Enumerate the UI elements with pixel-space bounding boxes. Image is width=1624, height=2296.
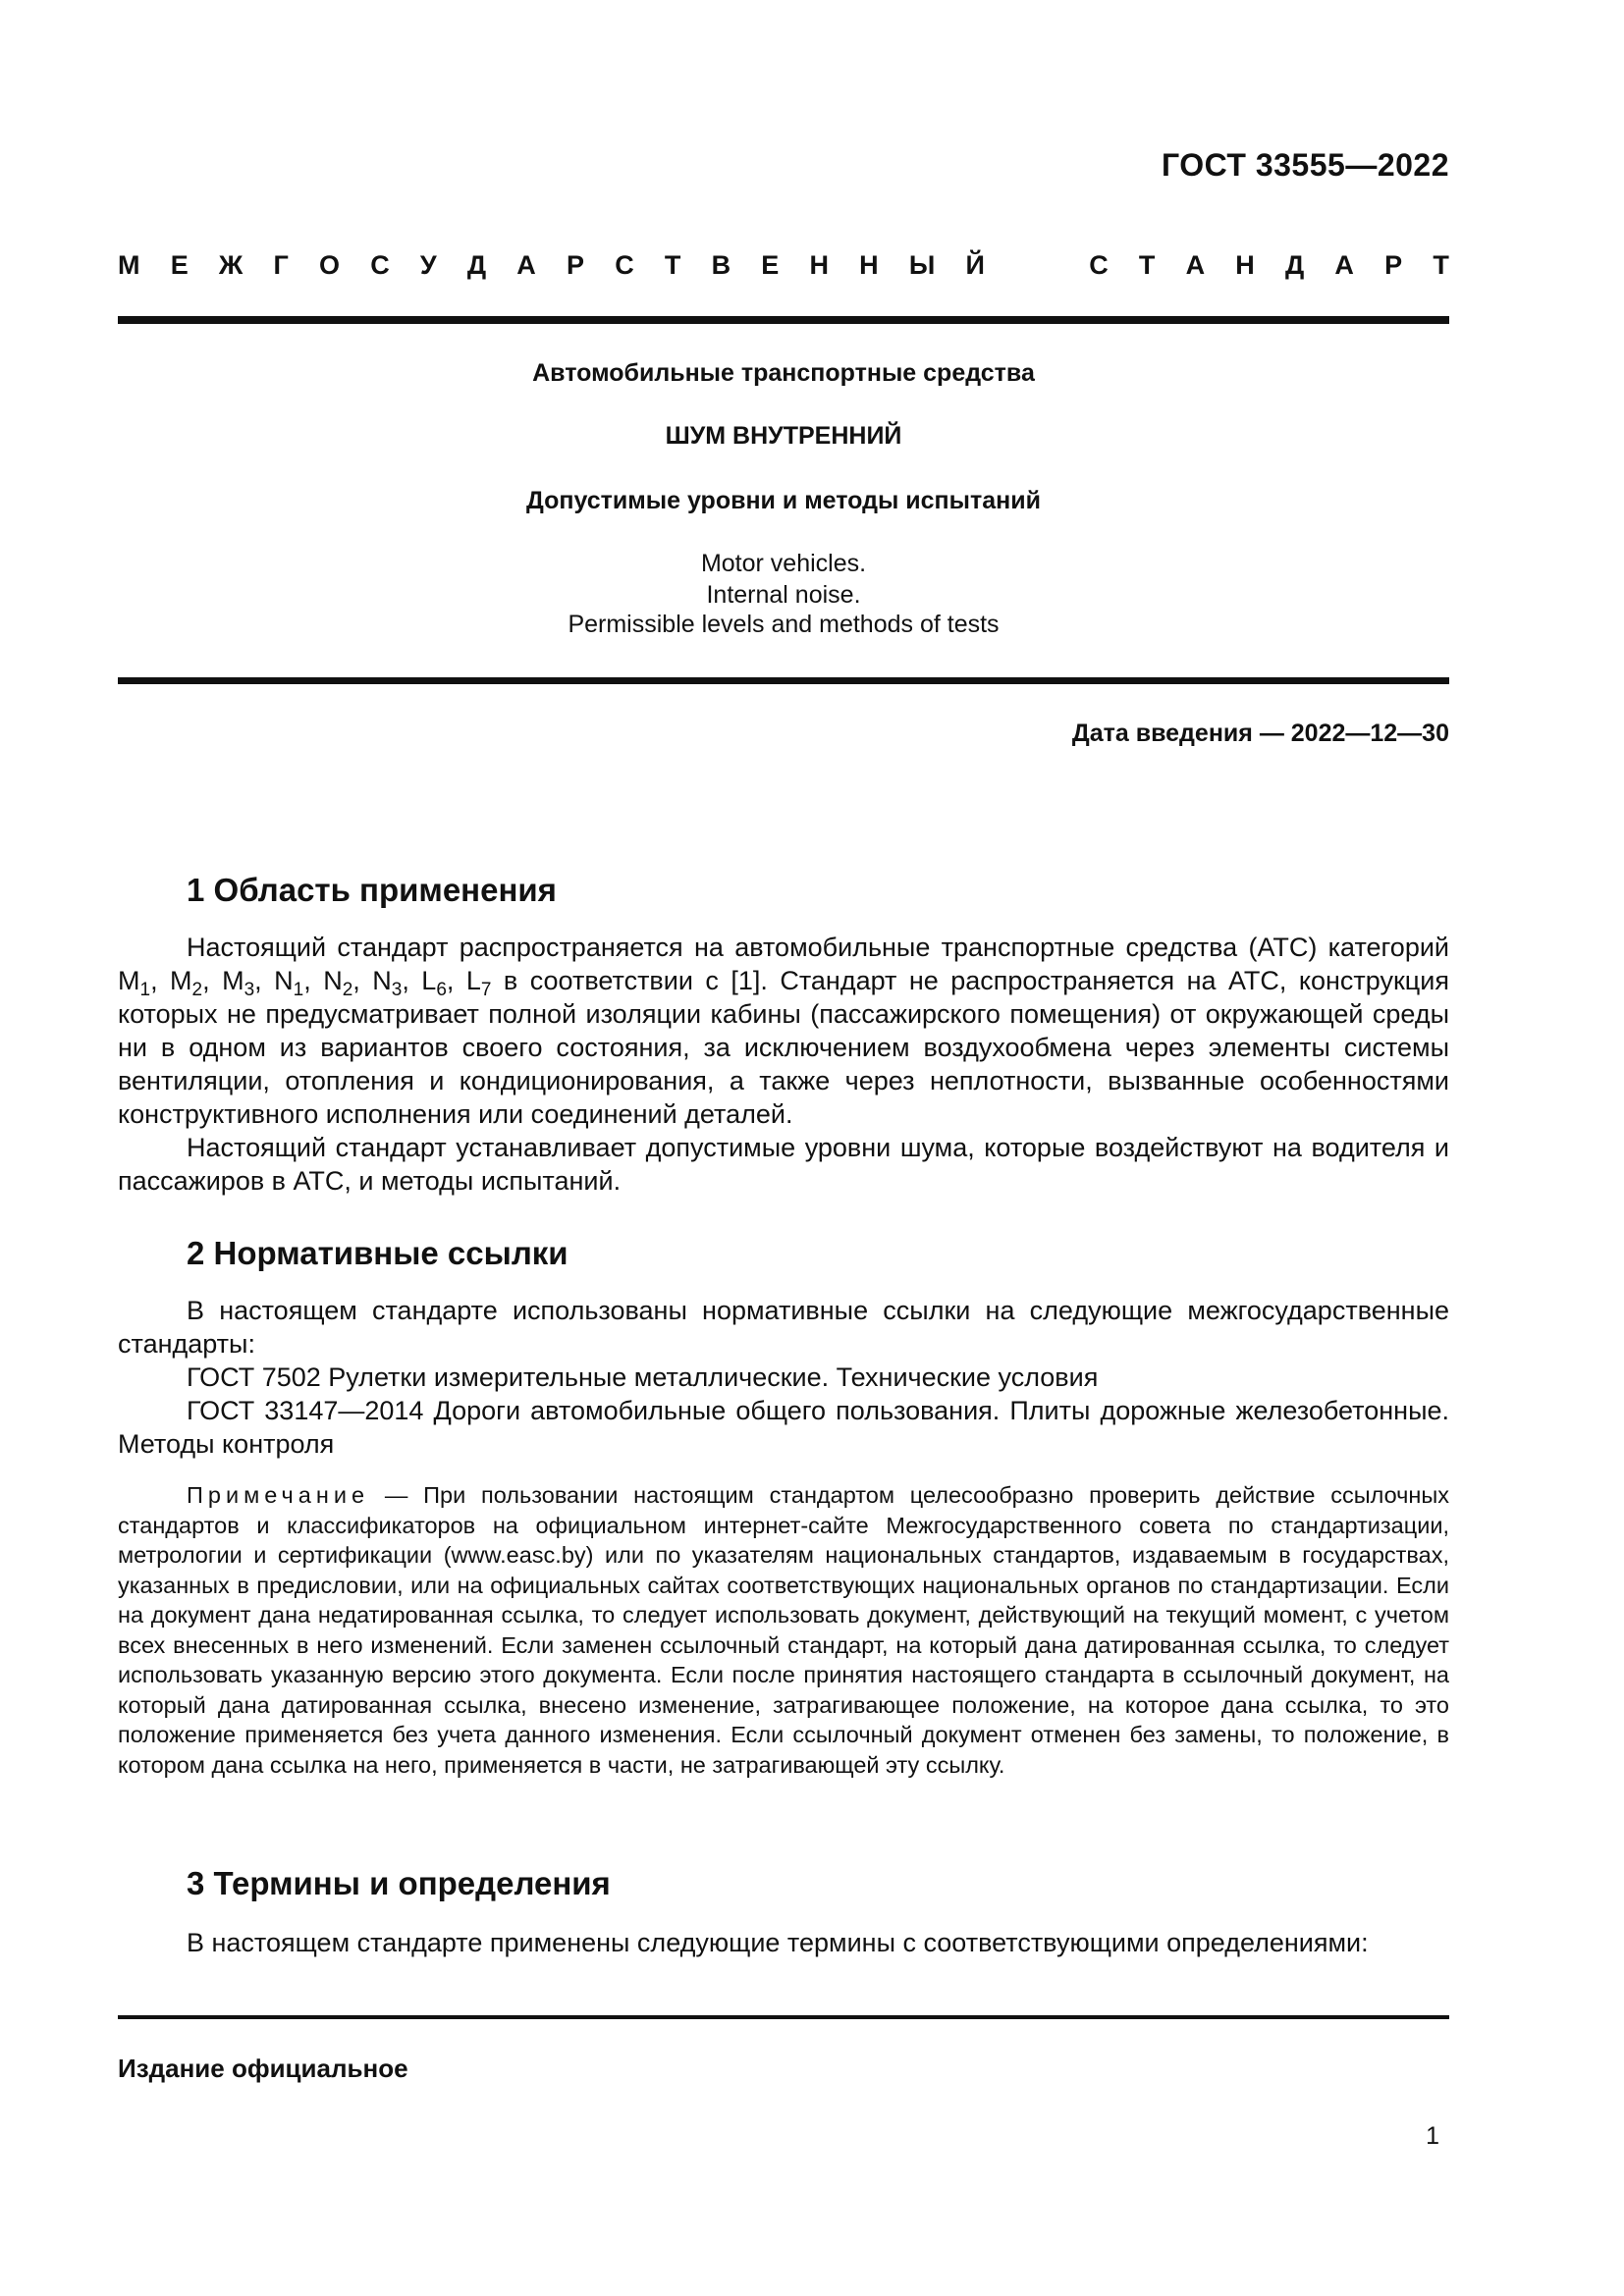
banner-letter: С xyxy=(615,250,634,280)
section-2-body xyxy=(118,1294,1449,1461)
section-3-heading: 3 Термины и определения xyxy=(187,1865,611,1901)
section-3-body xyxy=(118,1926,1449,1959)
english-title-3: Permissible levels and methods of tests xyxy=(568,611,1000,638)
banner-letter: Г xyxy=(273,250,289,280)
official-edition-label: Издание официальное xyxy=(118,2054,408,2083)
introduction-date: Дата введения — 2022—12—30 xyxy=(1071,720,1449,747)
section-2-note xyxy=(118,1480,1449,1780)
banner-letter: В xyxy=(711,250,731,280)
standard-code: ГОСТ 33555—2022 xyxy=(1161,147,1449,183)
banner-letter: Й xyxy=(965,250,985,280)
title-line-2: ШУМ ВНУТРЕННИЙ xyxy=(665,422,902,450)
english-title-1: Motor vehicles. xyxy=(700,550,867,577)
reference-gost-7502: ГОСТ 7502 Рулетки измерительные металлические. Технические условия xyxy=(187,1362,1099,1392)
banner-letter: М xyxy=(118,250,140,280)
interstate-standard-banner xyxy=(118,250,1449,281)
title-rule xyxy=(118,677,1449,684)
banner-letter: Ы xyxy=(908,250,936,280)
note-text: — При пользовании настоящим стандартом целесообразно проверить действие ссылочных стандартов и классификаторов на официальном интернет-сайте Межгосударственного совета по стандартизации, метрологии и сертификации (www.easc.by) или по указателям национальных стандартов, издаваемым в государствах, указанных в предисловии, или на официальных сайтах соответствующих национальных органов по стандартизации. Если на документ дана недатированная ссылка, то следует использовать документ, действующий на текущий момент, с учетом всех внесенных в него изменений. Если заменен ссылочный стандарт, на который дана датированная ссылка, то следует использовать указанную версию этого документа. Если после принятия настоящего стандарта в ссылочный документ, на который дана датированная ссылка, внесено изменение, затрагивающее положение, на которое дана ссылка, то это положение применяется без учета данного изменения. Если ссылочный документ отменен без замены, то положение, в котором дана ссылка на него, применяется в части, не затрагивающей эту ссылку. xyxy=(118,1482,1449,1778)
banner-letter: У xyxy=(419,250,437,280)
page-number: 1 xyxy=(1426,2122,1439,2150)
section-1-heading: 1 Область применения xyxy=(187,872,557,908)
reference-gost-33147: ГОСТ 33147—2014 Дороги автомобильные общего пользования. Плиты дорожные железобетонные. Методы контроля xyxy=(118,1396,1449,1459)
title-line-3: Допустимые уровни и методы испытаний xyxy=(526,487,1041,514)
banner-letter: Н xyxy=(809,250,829,280)
english-title-2: Internal noise. xyxy=(706,581,861,609)
section-3-paragraph-1: В настоящем стандарте применены следующие термины с соответствующими определениями: xyxy=(187,1928,1369,1957)
banner-letter: Р xyxy=(566,250,584,280)
banner-letter: А xyxy=(1185,250,1206,280)
section-1-body xyxy=(118,931,1449,1198)
section-1-paragraph-2: Настоящий стандарт устанавливает допустимые уровни шума, которые воздействуют на водителя и пассажиров в АТС, и методы испытаний. xyxy=(118,1133,1449,1196)
top-rule xyxy=(118,316,1449,324)
banner-letter: Д xyxy=(466,250,487,280)
banner-letter: Д xyxy=(1284,250,1305,280)
banner-letter: Е xyxy=(761,250,780,280)
banner-letter: А xyxy=(516,250,536,280)
section-1-paragraph-1: Настоящий стандарт распространяется на автомобильные транспортные средства (АТС) категорий $M_1$, $M_2$, $M_3$, $N_1$, $N_2$, $N_3$, $L_6$, $L_7$ в соответствии с [1]. Стандарт не распространяется на АТС, конструкция которых не предусматривает полной изоляции кабины (пассажирского помещения) от окружающей среды ни в одном из вариантов своего состояния, за исключением воздухообмена через элементы системы вентиляции, отопления и кондиционирования, а также через неплотности, вызванные особенностями конструктивного исполнения или соединений деталей. xyxy=(118,933,1449,1129)
banner-letter: Н xyxy=(1235,250,1255,280)
banner-letter: Ж xyxy=(218,250,244,280)
banner-letter: Е xyxy=(170,250,189,280)
banner-letter: О xyxy=(318,250,340,280)
footer-rule xyxy=(118,2015,1449,2019)
banner-letter: А xyxy=(1334,250,1354,280)
title-line-1: Автомобильные транспортные средства xyxy=(532,359,1035,387)
section-2-paragraph-1: В настоящем стандарте использованы нормативные ссылки на следующие межгосударственные стандарты: xyxy=(118,1296,1449,1359)
banner-letter: Н xyxy=(859,250,879,280)
banner-letter: С xyxy=(370,250,390,280)
banner-letter: Т xyxy=(1138,250,1156,280)
banner-letter: С xyxy=(1089,250,1109,280)
banner-letter: Т xyxy=(664,250,681,280)
note-label: Примечание xyxy=(187,1482,370,1508)
banner-letter: Т xyxy=(1433,250,1449,280)
banner-word-gap xyxy=(1015,250,1058,281)
section-2-heading: 2 Нормативные ссылки xyxy=(187,1235,568,1271)
banner-letter: Р xyxy=(1384,250,1403,280)
